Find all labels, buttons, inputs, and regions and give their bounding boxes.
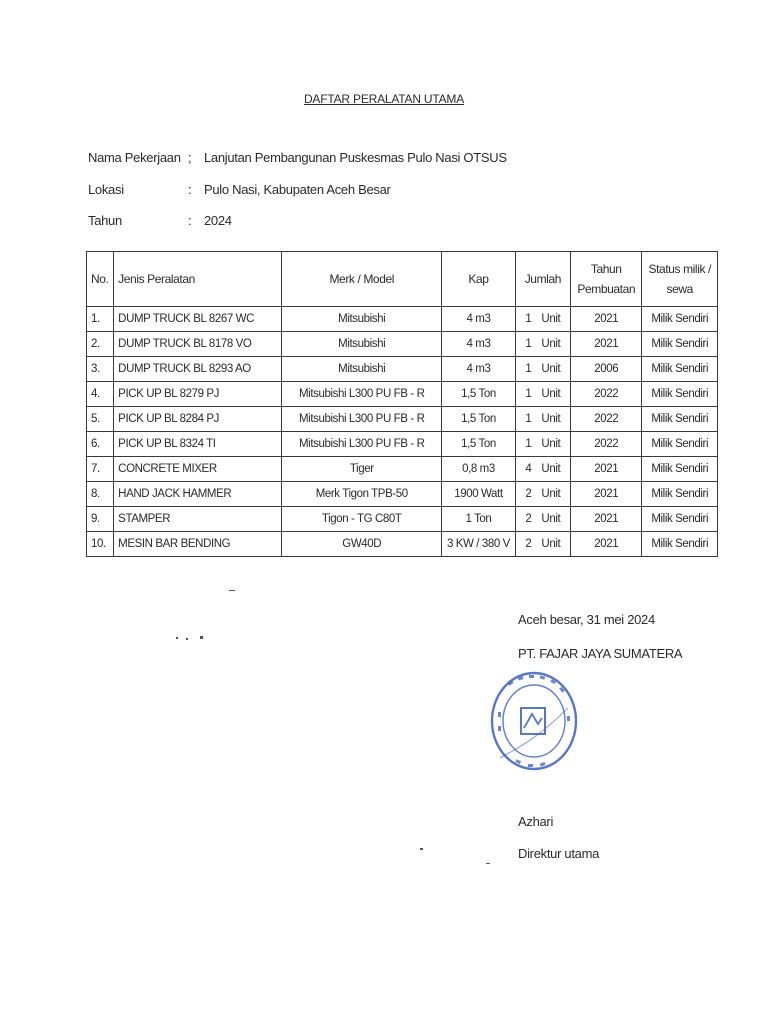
cell-qty-unit: Unit [541,438,561,450]
scan-speck [229,590,235,591]
stamp-inner-ring [503,685,565,757]
cell-no: 1. [87,307,114,332]
document-title [0,92,768,106]
cell-qty-number: 1 [525,413,532,425]
cell-qty-number: 1 [525,363,532,375]
cell-merk: Merk Tigon TPB-50 [282,482,442,507]
cell-no: 7. [87,457,114,482]
cell-status: Milik Sendiri [642,432,718,457]
signature-name: Azhari [518,814,554,829]
table-body [87,307,718,557]
scan-speck [420,848,423,850]
table-row [87,332,718,357]
cell-qty-number: 4 [525,463,532,475]
cell-no: 5. [87,407,114,432]
cell-merk: GW40D [282,532,442,557]
cell-qty-unit: Unit [541,413,561,425]
stamp-logo-mark [524,714,542,728]
cell-status: Milik Sendiri [642,482,718,507]
cell-jenis: PICK UP BL 8284 PJ [114,407,282,432]
cell-kap: 0,8 m3 [442,457,515,482]
cell-tahun: 2022 [571,407,642,432]
cell-jumlah [515,307,570,332]
signature-company: PT. FAJAR JAYA SUMATERA [518,646,683,661]
cell-qty-number: 1 [525,313,532,325]
cell-tahun: 2021 [571,507,642,532]
table-header-row [87,252,718,307]
cell-tahun: 2021 [571,457,642,482]
cell-merk: Mitsubishi [282,357,442,382]
cell-no: 3. [87,357,114,382]
info-label: Lokasi [88,182,124,197]
cell-no: 4. [87,382,114,407]
equipment-table [86,251,718,557]
table-row [87,357,718,382]
cell-tahun: 2021 [571,532,642,557]
table-row [87,307,718,332]
cell-jumlah [515,457,570,482]
info-separator: ; [188,150,192,165]
cell-kap: 4 m3 [442,307,515,332]
header-tahun-line1: Tahun [590,262,622,276]
cell-merk: Mitsubishi [282,307,442,332]
cell-merk: Mitsubishi [282,332,442,357]
cell-status: Milik Sendiri [642,507,718,532]
info-row-lokasi [88,182,391,197]
cell-jenis: CONCRETE MIXER [114,457,282,482]
cell-kap: 1,5 Ton [442,407,515,432]
info-separator: : [188,182,192,197]
cell-qty-number: 2 [525,513,532,525]
cell-tahun: 2021 [571,332,642,357]
cell-merk: Mitsubishi L300 PU FB - R [282,432,442,457]
table-row [87,482,718,507]
table-row [87,457,718,482]
info-label: Tahun [88,213,122,228]
cell-no: 8. [87,482,114,507]
cell-qty-number: 2 [525,538,532,550]
info-row-tahun [88,213,232,228]
cell-qty-unit: Unit [541,338,561,350]
table-row [87,407,718,432]
cell-jenis: HAND JACK HAMMER [114,482,282,507]
table-row [87,507,718,532]
cell-jenis: DUMP TRUCK BL 8178 VO [114,332,282,357]
header-kap: Kap [442,252,515,307]
scan-speck [486,863,490,864]
table-row [87,532,718,557]
cell-jumlah [515,407,570,432]
company-stamp [488,668,580,774]
header-status [642,252,718,307]
header-merk: Merk / Model [282,252,442,307]
cell-tahun: 2021 [571,482,642,507]
cell-jenis: DUMP TRUCK BL 8267 WC [114,307,282,332]
cell-no: 10. [87,532,114,557]
cell-qty-number: 2 [525,488,532,500]
cell-kap: 1900 Watt [442,482,515,507]
cell-tahun: 2022 [571,382,642,407]
cell-tahun: 2006 [571,357,642,382]
stamp-logo-box [521,708,545,734]
cell-no: 9. [87,507,114,532]
info-row-pekerjaan [88,150,507,165]
cell-merk: Tiger [282,457,442,482]
cell-status: Milik Sendiri [642,332,718,357]
info-label: Nama Pekerjaan [88,150,181,165]
cell-kap: 1,5 Ton [442,382,515,407]
table-row [87,432,718,457]
info-separator: : [188,213,192,228]
cell-jumlah [515,382,570,407]
cell-status: Milik Sendiri [642,457,718,482]
cell-tahun: 2021 [571,307,642,332]
table-row [87,382,718,407]
cell-kap: 4 m3 [442,332,515,357]
stamp-outer-ring [492,673,576,769]
info-value: Pulo Nasi, Kabupaten Aceh Besar [204,182,391,197]
cell-qty-unit: Unit [541,463,561,475]
cell-jumlah [515,357,570,382]
cell-qty-unit: Unit [541,313,561,325]
cell-kap: 3 KW / 380 V [442,532,515,557]
cell-merk: Mitsubishi L300 PU FB - R [282,382,442,407]
document-title-text: DAFTAR PERALATAN UTAMA [303,92,465,106]
cell-qty-number: 1 [525,438,532,450]
cell-status: Milik Sendiri [642,382,718,407]
cell-jenis: PICK UP BL 8279 PJ [114,382,282,407]
cell-status: Milik Sendiri [642,532,718,557]
cell-tahun: 2022 [571,432,642,457]
header-jenis: Jenis Peralatan [114,252,282,307]
header-jumlah: Jumlah [515,252,570,307]
cell-jenis: PICK UP BL 8324 TI [114,432,282,457]
header-status-line1: Status milik / [648,262,711,276]
cell-no: 2. [87,332,114,357]
cell-jenis: MESIN BAR BENDING [114,532,282,557]
cell-qty-number: 1 [525,388,532,400]
cell-qty-unit: Unit [541,488,561,500]
cell-merk: Mitsubishi L300 PU FB - R [282,407,442,432]
scan-speck [186,638,188,640]
header-tahun [571,252,642,307]
cell-qty-unit: Unit [541,538,561,550]
signature-position: Direktur utama [518,846,600,861]
info-value: Lanjutan Pembangunan Puskesmas Pulo Nasi OTSUS [204,150,507,165]
cell-qty-unit: Unit [541,513,561,525]
header-tahun-line2: Pembuatan [577,282,636,296]
cell-jumlah [515,482,570,507]
cell-jenis: STAMPER [114,507,282,532]
cell-kap: 1,5 Ton [442,432,515,457]
cell-merk: Tigon - TG C80T [282,507,442,532]
scan-speck [176,637,178,639]
cell-qty-unit: Unit [541,363,561,375]
scan-speck [200,636,203,639]
info-value: 2024 [204,213,232,228]
cell-qty-unit: Unit [541,388,561,400]
cell-kap: 4 m3 [442,357,515,382]
cell-no: 6. [87,432,114,457]
cell-jumlah [515,507,570,532]
cell-status: Milik Sendiri [642,307,718,332]
cell-kap: 1 Ton [442,507,515,532]
cell-status: Milik Sendiri [642,357,718,382]
header-status-line2: sewa [666,282,693,296]
cell-jumlah [515,332,570,357]
cell-qty-number: 1 [525,338,532,350]
header-no: No. [87,252,114,307]
cell-jenis: DUMP TRUCK BL 8293 AO [114,357,282,382]
cell-status: Milik Sendiri [642,407,718,432]
cell-jumlah [515,532,570,557]
cell-jumlah [515,432,570,457]
signature-place-date: Aceh besar, 31 mei 2024 [518,612,655,627]
